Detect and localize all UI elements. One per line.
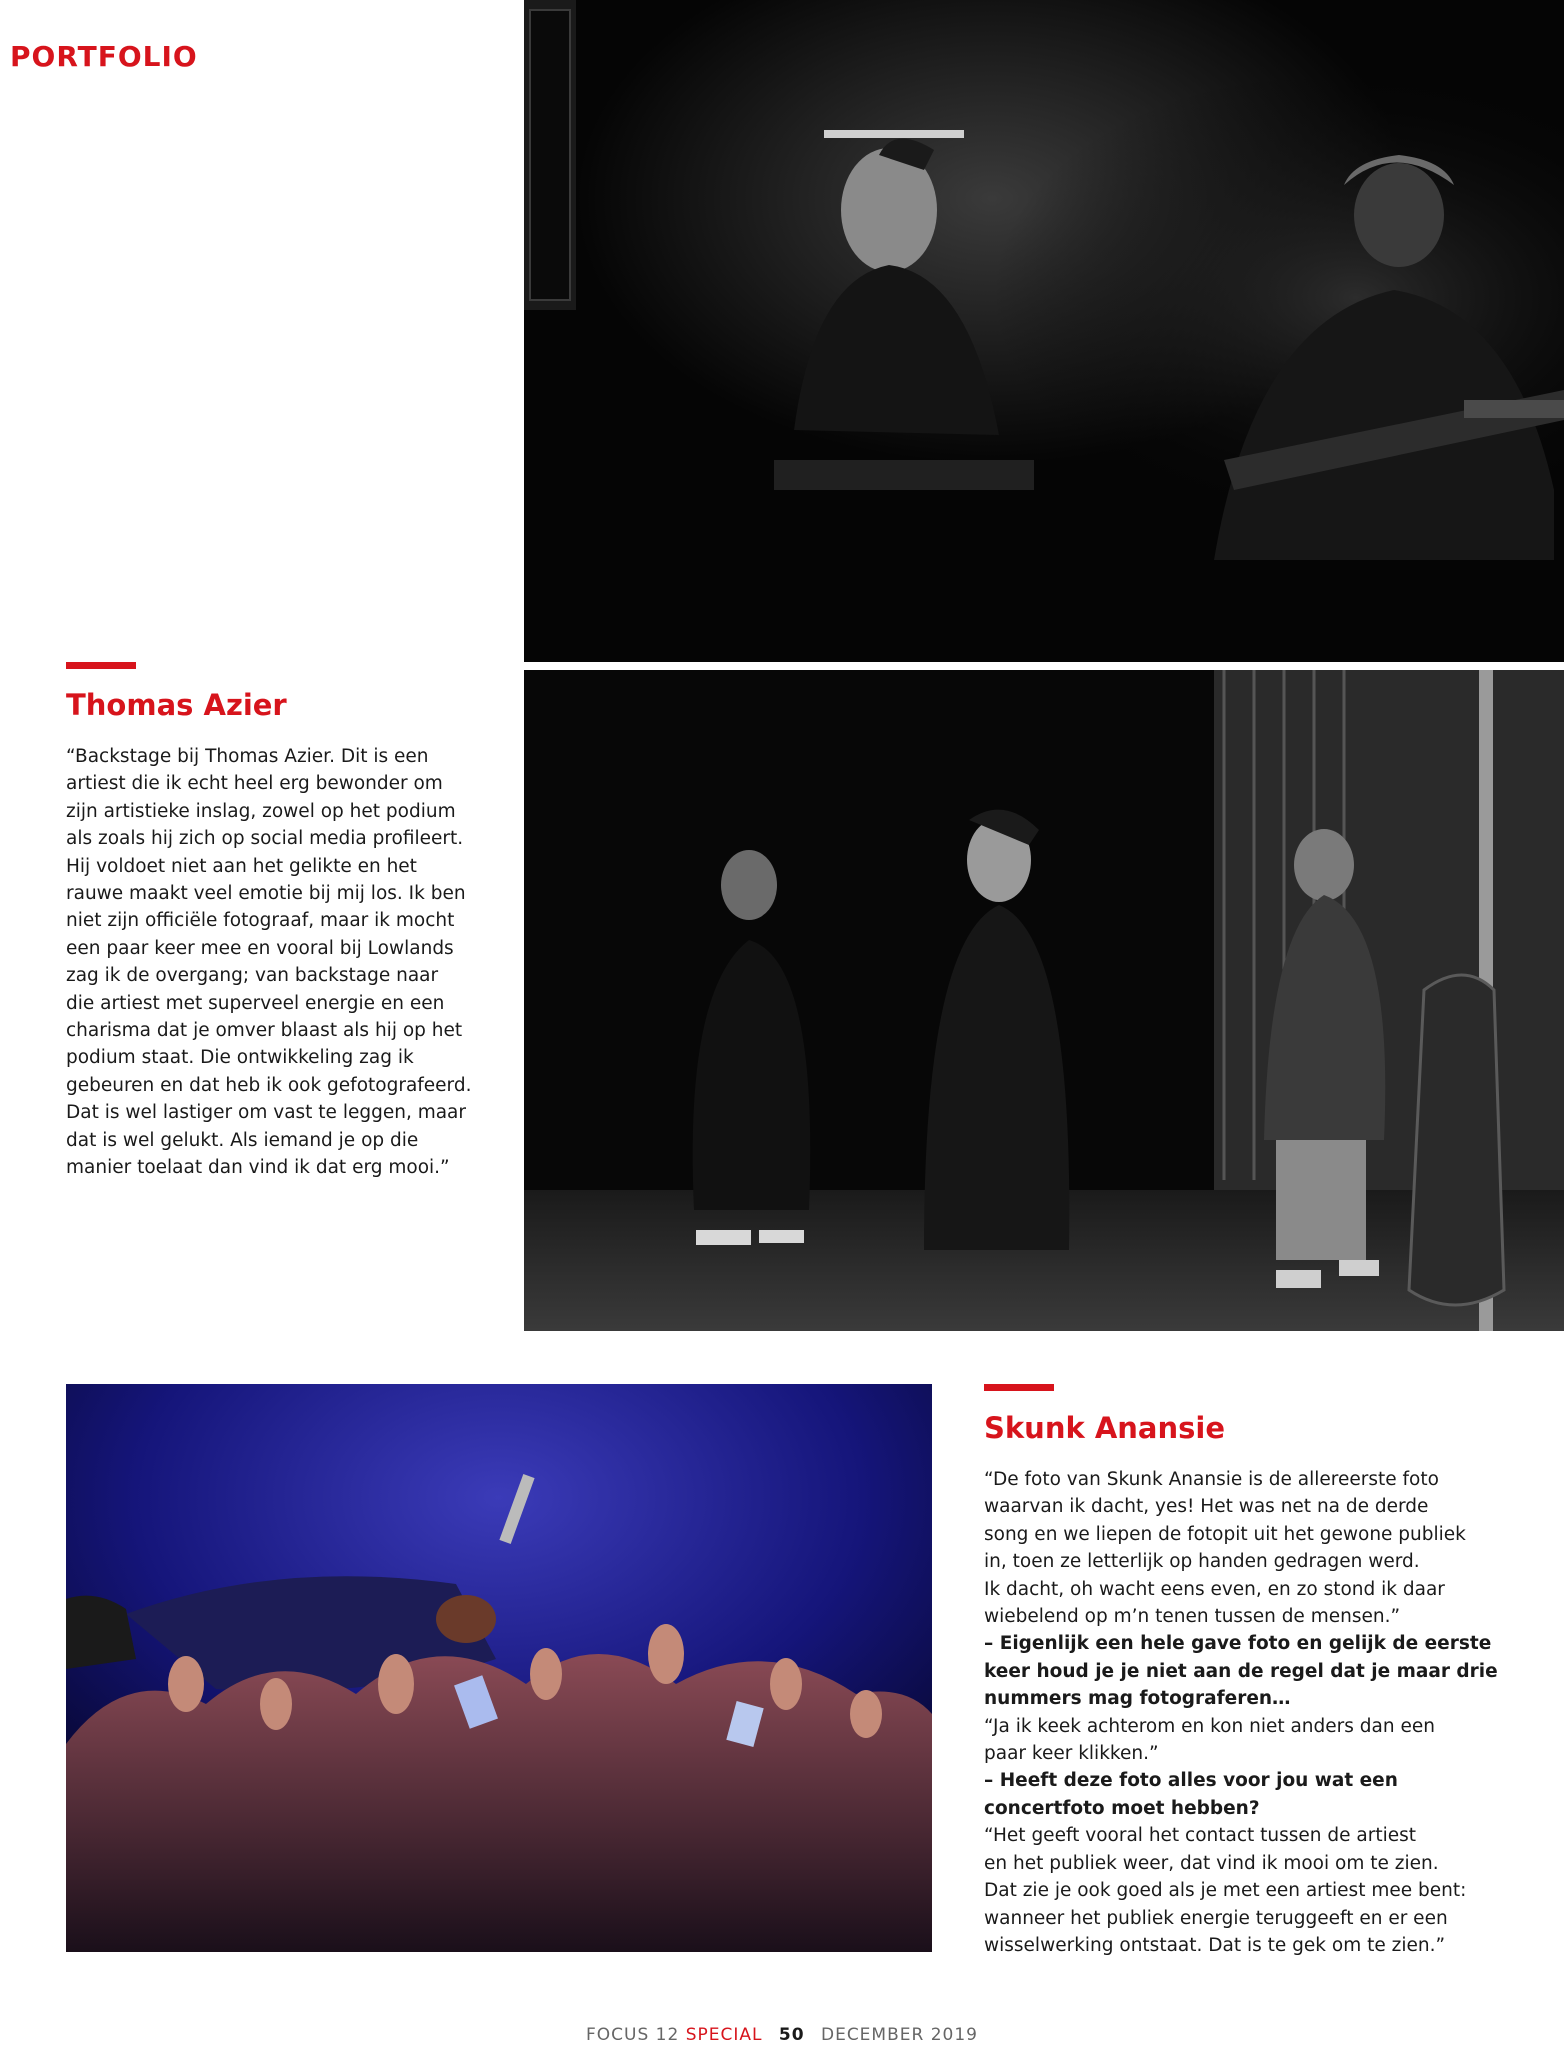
azier-line: “Backstage bij Thomas Azier. Dit is een (66, 746, 429, 767)
azier-line: podium staat. Die ontwikkeling zag ik (66, 1047, 414, 1069)
azier-line: Hij voldoet niet aan het gelikte en het (66, 855, 417, 877)
azier-line: zijn artistieke inslag, zowel op het podium (66, 800, 456, 822)
skunk-question-line: – Heeft deze foto alles voor jou wat een (984, 1770, 1398, 1792)
footer-date: DECEMBER 2019 (820, 2025, 978, 2045)
photo-backstage-band (524, 0, 1564, 662)
azier-heading: Thomas Azier (66, 688, 287, 722)
azier-line: als zoals hij zich op social media profileert. (66, 828, 464, 850)
azier-line: zag ik de overgang; van backstage naar (66, 965, 439, 987)
section-label: PORTFOLIO (10, 40, 198, 73)
skunk-question-line: – Eigenlijk een hele gave foto en gelijk de eerste (984, 1633, 1492, 1655)
skunk-line: “De foto van Skunk Anansie is de allereerste foto (984, 1469, 1439, 1490)
azier-line: die artiest met superveel energie en een (66, 992, 445, 1014)
azier-line: artiest die ik echt heel erg bewonder om (66, 773, 443, 795)
azier-line: rauwe maakt veel emotie bij mij los. Ik ben (66, 883, 466, 905)
skunk-line: waarvan ik dacht, yes! Het was net na de derde (984, 1496, 1429, 1518)
skunk-accent-rule (984, 1384, 1054, 1391)
skunk-line: Dat zie je ook goed als je met een artiest mee bent: (984, 1880, 1467, 1902)
photo-crowd-surfing (66, 1384, 932, 1952)
azier-accent-rule (66, 662, 136, 669)
skunk-heading: Skunk Anansie (984, 1411, 1226, 1445)
photo-stage-side (524, 670, 1564, 1331)
azier-body (66, 743, 486, 1182)
skunk-body (984, 1466, 1498, 1959)
skunk-line: en het publiek weer, dat vind ik mooi om te zien. (984, 1852, 1439, 1874)
azier-line: niet zijn officiële fotograaf, maar ik mocht (66, 910, 455, 932)
azier-line: charisma dat je omver blaast als hij op het (66, 1020, 463, 1042)
skunk-line: “Ja ik keek achterom en kon niet anders dan een (984, 1715, 1435, 1737)
page-number: 50 (778, 2025, 805, 2045)
skunk-line: in, toen ze letterlijk op handen gedragen werd. (984, 1551, 1420, 1573)
skunk-question-line: keer houd je je niet aan de regel dat je maar drie (984, 1660, 1498, 1682)
skunk-line: “Het geeft vooral het contact tussen de artiest (984, 1825, 1417, 1847)
skunk-line: Ik dacht, oh wacht eens even, en zo stond ik daar (984, 1578, 1445, 1600)
azier-line: een paar keer mee en vooral bij Lowlands (66, 937, 454, 959)
skunk-question-line: nummers mag fotograferen… (984, 1688, 1291, 1710)
footer-special: SPECIAL (685, 2025, 763, 2045)
azier-line: dat is wel gelukt. Als iemand je op die (66, 1129, 419, 1151)
skunk-question-line: concertfoto moet hebben? (984, 1797, 1260, 1819)
azier-line: gebeuren en dat heb ik ook gefotografeerd. (66, 1074, 472, 1096)
azier-line: manier toelaat dan vind ik dat erg mooi.” (66, 1157, 450, 1179)
skunk-line: paar keer klikken.” (984, 1743, 1159, 1765)
azier-line: Dat is wel lastiger om vast te leggen, maar (66, 1102, 466, 1124)
skunk-line: wisselwerking ontstaat. Dat is te gek om te zien.” (984, 1934, 1446, 1956)
footer-magazine: FOCUS 12 (586, 2025, 680, 2045)
skunk-line: song en we liepen de fotopit uit het gewone publiek (984, 1523, 1466, 1545)
page-footer (0, 2025, 1564, 2045)
skunk-line: wiebelend op m’n tenen tussen de mensen.” (984, 1606, 1401, 1628)
skunk-line: wanneer het publiek energie teruggeeft en er een (984, 1907, 1448, 1929)
